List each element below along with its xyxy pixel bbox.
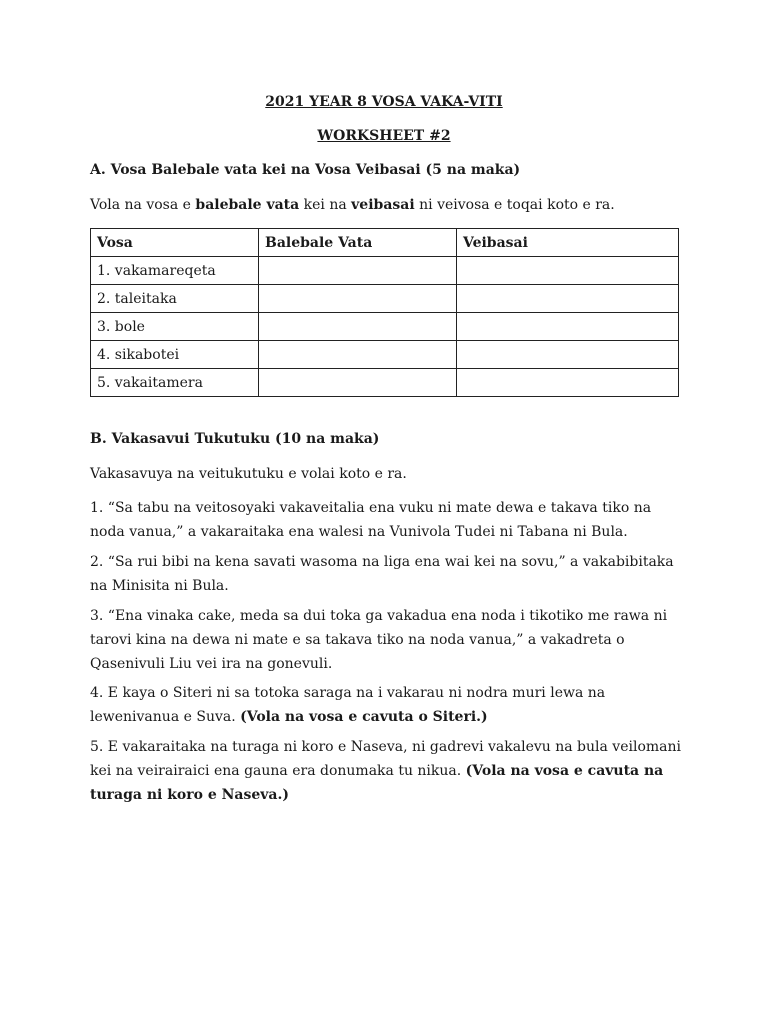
table-row <box>91 257 679 285</box>
question-3: 3. “Ena vinaka cake, meda sa dui toka ga vakadua ena noda i tikotiko me rawa ni tarovi kina na dewa ni mate e sa takava tiko na noda vanua,” a vakadreta o Qasenivuli Liu vei ira na gonevuli. <box>90 608 668 672</box>
table-header-cell: Vosa <box>91 229 259 257</box>
question-note: (Vola na vosa e cavuta na turaga ni koro e Naseva.) <box>90 763 664 803</box>
answer-cell[interactable] <box>457 257 679 285</box>
section-b-instruction: Vakasavuya na veitukutuku e volai koto e ra. <box>90 466 407 482</box>
instruction-bold-text: veibasai <box>351 197 415 213</box>
question-5 <box>90 735 690 807</box>
answer-cell[interactable] <box>259 369 457 397</box>
table-header-cell: Veibasai <box>457 229 679 257</box>
question-text: 5. E vakaraitaka na turaga ni koro e Naseva, ni gadrevi vakalevu na bula veilomani kei na veirairaici ena gauna era donumaka tu nikua. <box>90 739 681 779</box>
page-title: 2021 YEAR 8 VOSA VAKA-VITI <box>265 94 503 110</box>
question-note: (Vola na vosa e cavuta o Siteri.) <box>240 709 488 725</box>
table-row <box>91 313 679 341</box>
table-header-row <box>91 229 679 257</box>
instruction-text: kei na <box>299 197 352 213</box>
answer-cell[interactable] <box>457 341 679 369</box>
section-a-instruction <box>90 193 690 217</box>
question-2: 2. “Sa rui bibi na kena savati wasoma na liga ena wai kei na sovu,” a vakabibitaka na Minisita ni Bula. <box>90 554 674 594</box>
word-cell: 4. sikabotei <box>91 341 259 369</box>
table-header-cell: Balebale Vata <box>259 229 457 257</box>
table-row <box>91 341 679 369</box>
answer-cell[interactable] <box>259 257 457 285</box>
answer-cell[interactable] <box>259 313 457 341</box>
vocabulary-table <box>90 228 679 397</box>
question-text: 4. E kaya o Siteri ni sa totoka saraga na i vakarau ni nodra muri lewa na lewenivanua e Suva. <box>90 685 606 725</box>
table-row <box>91 369 679 397</box>
question-1: 1. “Sa tabu na veitosoyaki vakaveitalia ena vuku ni mate dewa e takava tiko na noda vanua,” a vakaraitaka ena walesi na Vunivola Tudei ni Tabana ni Bula. <box>90 500 652 540</box>
instruction-bold-text: balebale vata <box>195 197 300 213</box>
question-4 <box>90 681 690 729</box>
word-cell: 2. taleitaka <box>91 285 259 313</box>
instruction-text: ni veivosa e toqai koto e ra. <box>414 197 615 213</box>
answer-cell[interactable] <box>259 285 457 313</box>
section-b-heading: B. Vakasavui Tukutuku (10 na maka) <box>90 431 380 447</box>
section-a-heading: A. Vosa Balebale vata kei na Vosa Veibasai (5 na maka) <box>90 162 521 178</box>
answer-cell[interactable] <box>457 313 679 341</box>
worksheet-number: WORKSHEET #2 <box>317 128 451 144</box>
answer-cell[interactable] <box>259 341 457 369</box>
instruction-text: Vola na vosa e <box>90 197 196 213</box>
word-cell: 3. bole <box>91 313 259 341</box>
table-row <box>91 285 679 313</box>
answer-cell[interactable] <box>457 285 679 313</box>
word-cell: 1. vakamareqeta <box>91 257 259 285</box>
answer-cell[interactable] <box>457 369 679 397</box>
word-cell: 5. vakaitamera <box>91 369 259 397</box>
